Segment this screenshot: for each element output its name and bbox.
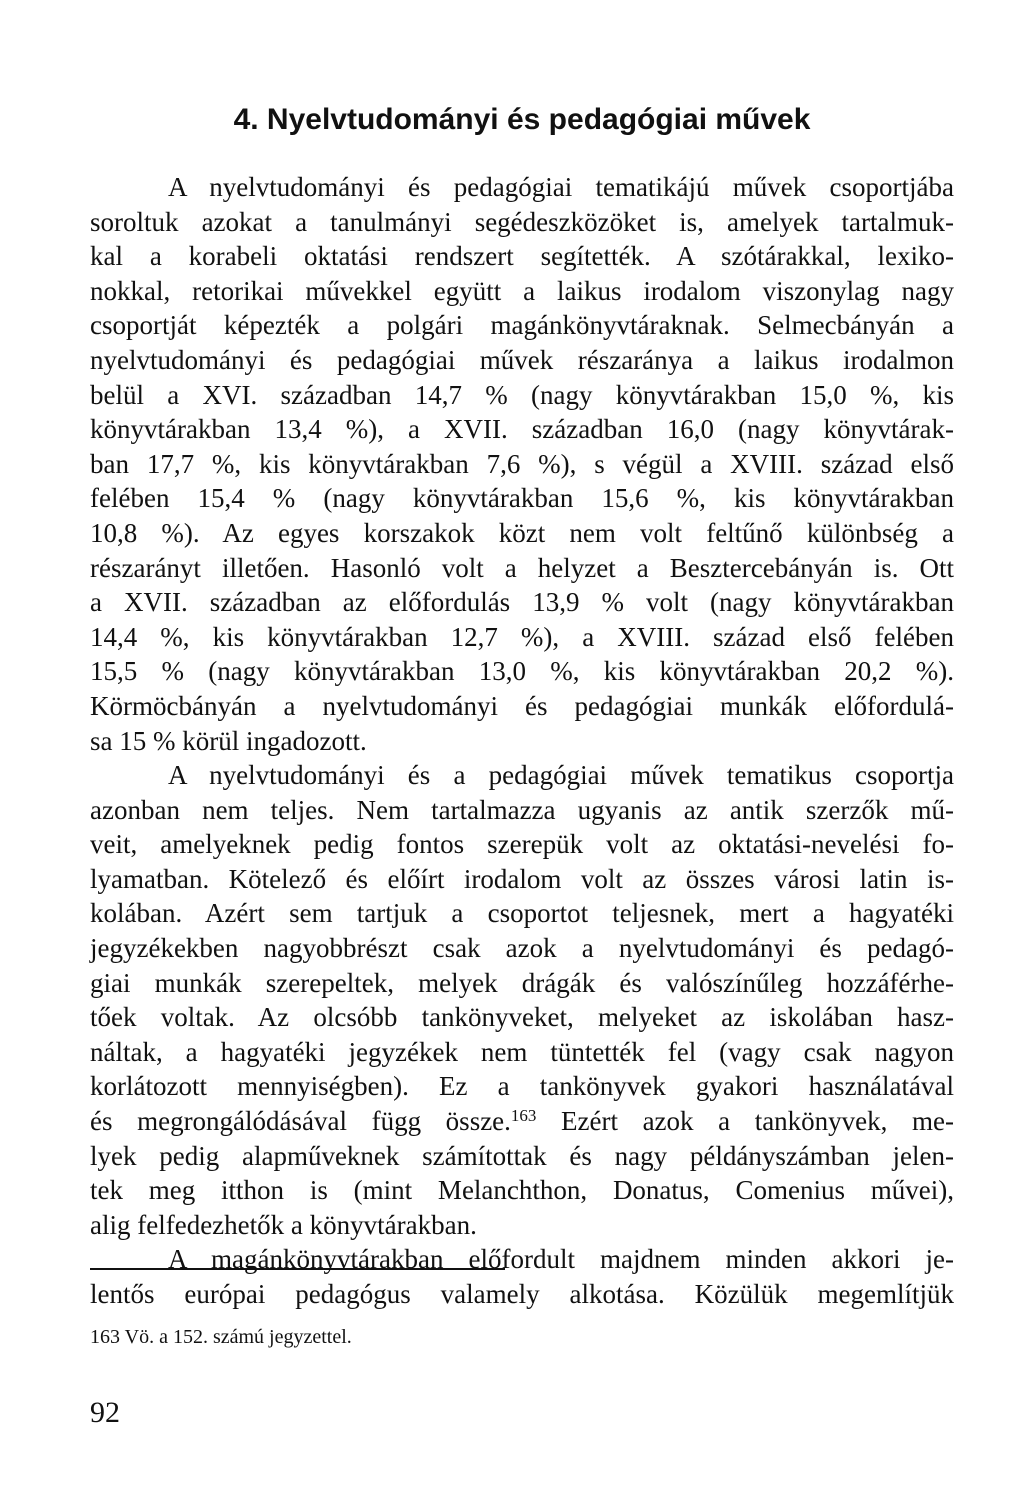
text-line: jegyzékekben nagyobbrészt csak azok a nyelvtudományi és pedagó- — [90, 933, 954, 964]
text-line: veit, amelyeknek pedig fontos szerepük volt az oktatási-nevelési fo- — [90, 829, 954, 860]
text-line: kal a korabeli oktatási rendszert segítették. A szótárakkal, lexiko- — [90, 241, 954, 272]
page-number: 92 — [90, 1396, 120, 1429]
text-line: ban 17,7 %, kis könyvtárakban 7,6 %), s végül a XVIII. század első — [90, 448, 954, 479]
body-text — [90, 170, 954, 1312]
text-line: könyvtárakban 13,4 %), a XVII. században 16,0 (nagy könyvtárak- — [90, 414, 954, 445]
text-line: belül a XVI. században 14,7 % (nagy könyvtárakban 15,0 %, kis — [90, 379, 954, 410]
footnote: 163 Vö. a 152. számú jegyzettel. — [90, 1326, 352, 1348]
text-line: nyelvtudományi és pedagógiai művek részaránya a laikus irodalmon — [90, 344, 954, 375]
text-line: giai munkák szerepeltek, melyek drágák és valószínűleg hozzáférhe- — [90, 967, 954, 998]
text-line: lyamatban. Kötelező és előírt irodalom volt az összes városi latin is- — [90, 863, 954, 894]
text-segment: Ezért azok a tankönyvek, me- — [536, 1106, 954, 1137]
text-line: 14,4 %, kis könyvtárakban 12,7 %), a XVIII. század első felében — [90, 621, 954, 652]
text-line: tőek voltak. Az olcsóbb tankönyveket, melyeket az iskolában hasz- — [90, 1002, 954, 1033]
section-heading: 4. Nyelvtudományi és pedagógiai művek — [233, 103, 811, 136]
text-line: A nyelvtudományi és pedagógiai tematikájú művek csoportjába — [168, 172, 954, 202]
text-line: náltak, a hagyatéki jegyzékek nem tüntették fel (vagy csak nagyon — [90, 1036, 954, 1067]
text-line: azonban nem teljes. Nem tartalmazza ugyanis az antik szerzők mű- — [90, 794, 954, 825]
text-line: sa 15 % körül ingadozott. — [90, 725, 367, 756]
text-line: részarányt illetően. Hasonló volt a helyzet a Besztercebányán is. Ott — [90, 552, 954, 583]
text-line: lentős európai pedagógus valamely alkotása. Közülük megemlítjük — [90, 1279, 954, 1309]
text-line: kolában. Azért sem tartjuk a csoportot teljesnek, mert a hagyatéki — [90, 898, 954, 929]
text-line: alig felfedezhetők a könyvtárakban. — [90, 1209, 477, 1240]
text-line: nokkal, retorikai művekkel együtt a laikus irodalom viszonylag nagy — [90, 275, 954, 306]
text-line: Körmöcbányán a nyelvtudományi és pedagógiai munkák előfordulá- — [90, 690, 954, 721]
text-line: csoportját képezték a polgári magánkönyvtáraknak. Selmecbányán a — [90, 310, 954, 341]
text-line: korlátozott mennyiségben). Ez a tankönyvek gyakori használatával — [90, 1071, 954, 1102]
text-line: soroltuk azokat a tanulmányi segédeszközöket is, amelyek tartalmuk- — [90, 206, 954, 237]
text-line: A nyelvtudományi és a pedagógiai művek tematikus csoportja — [168, 760, 954, 791]
footnote-reference[interactable]: 163 — [510, 1106, 537, 1126]
text-line: felében 15,4 % (nagy könyvtárakban 15,6 %, kis könyvtárakban — [90, 483, 954, 514]
text-line: lyek pedig alapműveknek számítottak és nagy példányszámban jelen- — [90, 1140, 954, 1171]
text-line: A magánkönyvtárakban előfordult majdnem minden akkori je- — [168, 1244, 954, 1275]
text-segment: és megrongálódásával függ össze. — [90, 1106, 511, 1137]
text-line: a XVII. században az előfordulás 13,9 % volt (nagy könyvtárakban — [90, 587, 954, 618]
footnote-divider — [90, 1268, 505, 1270]
text-line: 10,8 %). Az egyes korszakok közt nem volt feltűnő különbség a — [90, 517, 954, 548]
text-line: tek meg itthon is (mint Melanchthon, Donatus, Comenius művei), — [90, 1175, 954, 1206]
text-line: 15,5 % (nagy könyvtárakban 13,0 %, kis könyvtárakban 20,2 %). — [90, 656, 954, 687]
text-line-with-footnote — [90, 1104, 954, 1139]
